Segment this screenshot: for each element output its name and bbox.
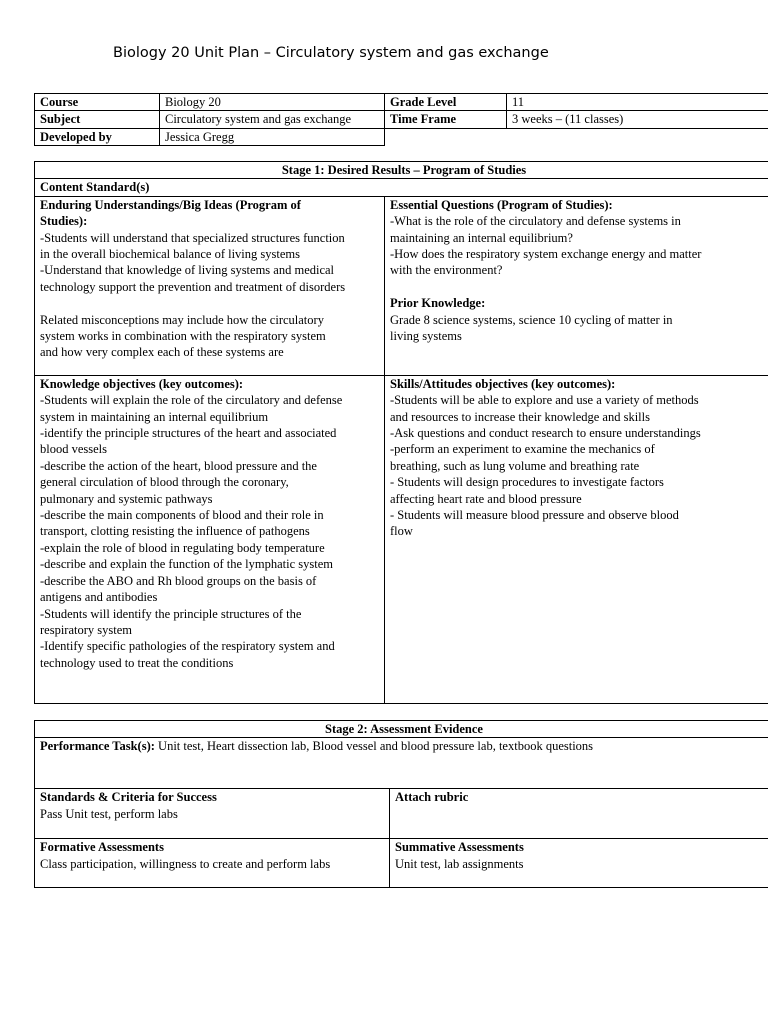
developer-row [35, 128, 768, 145]
enduring-line: -Understand that knowledge of living systems and medical [40, 263, 335, 278]
objectives-row [35, 375, 768, 703]
misconception-line: and how very complex each of these systems are [40, 345, 284, 360]
skills-line: -perform an experiment to examine the mechanics of [390, 442, 655, 457]
performance-tasks-cell [35, 738, 768, 789]
course-value: Biology 20 [160, 94, 385, 111]
knowledge-line: -Identify specific pathologies of the respiratory system and [40, 639, 335, 654]
grade-level-value: 11 [507, 94, 768, 111]
prior-knowledge-line: living systems [390, 329, 462, 344]
subject-value: Circulatory system and gas exchange [160, 111, 385, 128]
standards-value: Pass Unit test, perform labs [40, 806, 178, 821]
misconception-line: Related misconceptions may include how the circulatory [40, 312, 324, 327]
standards-criteria-cell [35, 789, 390, 839]
skills-line: - Students will design procedures to investigate factors [390, 475, 664, 490]
standards-heading: Standards & Criteria for Success [40, 790, 217, 805]
knowledge-line: -Students will explain the role of the circulatory and defense [40, 393, 343, 408]
skills-objectives-cell [385, 375, 768, 703]
summative-value: Unit test, lab assignments [395, 856, 524, 871]
knowledge-line: general circulation of blood through the coronary, [40, 475, 289, 490]
essential-questions-cell [385, 196, 768, 375]
developed-by-label: Developed by [35, 128, 160, 145]
skills-heading: Skills/Attitudes objectives (key outcomes): [390, 376, 616, 391]
course-label: Course [35, 94, 160, 111]
skills-line: flow [390, 524, 413, 539]
knowledge-line: technology used to treat the conditions [40, 655, 234, 670]
stage2-table [34, 720, 768, 888]
summative-assessments-cell [390, 839, 768, 888]
summative-heading: Summative Assessments [395, 840, 524, 855]
knowledge-line: -Students will identify the principle structures of the [40, 606, 302, 621]
knowledge-line: -describe the ABO and Rh blood groups on the basis of [40, 573, 317, 588]
essential-line: with the environment? [390, 263, 503, 278]
essential-line: maintaining an internal equilibrium? [390, 230, 573, 245]
enduring-heading: Enduring Understandings/Big Ideas (Program of [40, 197, 301, 212]
time-frame-label: Time Frame [385, 111, 507, 128]
knowledge-line: -describe the main components of blood and their role in [40, 508, 324, 523]
knowledge-line: -describe and explain the function of the lymphatic system [40, 557, 333, 572]
formative-heading: Formative Assessments [40, 840, 164, 855]
formative-assessments-cell [35, 839, 390, 888]
prior-knowledge-heading: Prior Knowledge: [390, 296, 486, 311]
knowledge-line: -describe the action of the heart, blood pressure and the [40, 458, 317, 473]
misconception-line: system works in combination with the respiratory system [40, 329, 326, 344]
stage1-table [34, 161, 768, 704]
understandings-row [35, 196, 768, 375]
skills-line: -Ask questions and conduct research to ensure understandings [390, 426, 701, 441]
enduring-line: technology support the prevention and treatment of disorders [40, 279, 346, 294]
enduring-line: -Students will understand that specialized structures function [40, 230, 345, 245]
knowledge-line: pulmonary and systemic pathways [40, 491, 213, 506]
knowledge-line: transport, clotting resisting the influence of pathogens [40, 524, 310, 539]
enduring-line: in the overall biochemical balance of living systems [40, 247, 300, 262]
essential-line: -What is the role of the circulatory and defense systems in [390, 214, 681, 229]
knowledge-line: respiratory system [40, 622, 132, 637]
course-row [35, 94, 768, 111]
subject-row [35, 111, 768, 128]
knowledge-line: -explain the role of blood in regulating body temperature [40, 540, 325, 555]
grade-level-label: Grade Level [385, 94, 507, 111]
performance-tasks-label: Performance Task(s): [40, 739, 155, 754]
formative-value: Class participation, willingness to create and perform labs [40, 856, 331, 871]
stage1-heading: Stage 1: Desired Results – Program of Studies [35, 162, 768, 179]
time-frame-value: 3 weeks – (11 classes) [507, 111, 768, 128]
knowledge-objectives-cell [35, 375, 385, 703]
knowledge-line: system in maintaining an internal equilibrium [40, 409, 269, 424]
skills-line: breathing, such as lung volume and breathing rate [390, 458, 640, 473]
essential-heading: Essential Questions (Program of Studies): [390, 197, 613, 212]
knowledge-line: -identify the principle structures of the heart and associated [40, 426, 337, 441]
rubric-cell [390, 789, 768, 839]
stage2-heading: Stage 2: Assessment Evidence [35, 721, 768, 738]
skills-line: affecting heart rate and blood pressure [390, 491, 582, 506]
course-info-table [34, 93, 768, 146]
enduring-understandings-cell [35, 196, 385, 375]
essential-line: -How does the respiratory system exchange energy and matter [390, 247, 702, 262]
subject-label: Subject [35, 111, 160, 128]
enduring-heading: Studies): [40, 214, 88, 229]
skills-line: - Students will measure blood pressure and observe blood [390, 508, 679, 523]
knowledge-heading: Knowledge objectives (key outcomes): [40, 376, 244, 391]
skills-line: -Students will be able to explore and use a variety of methods [390, 393, 699, 408]
attach-rubric-label: Attach rubric [395, 790, 469, 805]
knowledge-line: blood vessels [40, 442, 108, 457]
skills-line: and resources to increase their knowledge and skills [390, 409, 650, 424]
performance-tasks-value: Unit test, Heart dissection lab, Blood vessel and blood pressure lab, textbook questions [154, 739, 594, 754]
document-title: Biology 20 Unit Plan – Circulatory system and gas exchange [113, 45, 549, 61]
content-standards-label: Content Standard(s) [35, 179, 768, 196]
prior-knowledge-line: Grade 8 science systems, science 10 cycling of matter in [390, 312, 673, 327]
developed-by-value: Jessica Gregg [160, 128, 385, 145]
knowledge-line: antigens and antibodies [40, 590, 158, 605]
